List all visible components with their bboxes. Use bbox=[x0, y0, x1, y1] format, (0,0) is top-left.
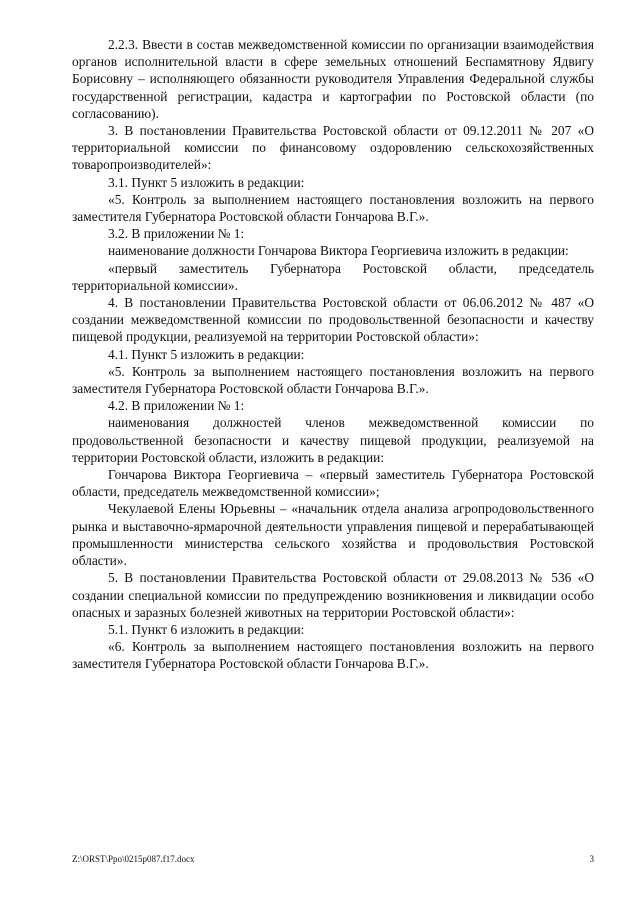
paragraph-4-1: 4.1. Пункт 5 изложить в редакции: bbox=[108, 346, 305, 362]
document-body bbox=[72, 36, 594, 673]
paragraph-3-2: 3.2. В приложении № 1: bbox=[108, 226, 245, 242]
paragraph-3-2-position: наименование должности Гончарова Виктора Георгиевича изложить в редакции: bbox=[108, 243, 569, 259]
paragraph-3: 3. В постановлении Правительства Ростовской области от 09.12.2011 № 207 «О территориальной комиссии по финансовому оздоровлению сельскохозяйственных товаропроизводителей»: bbox=[72, 123, 594, 173]
paragraph-5-1-text: «6. Контроль за выполнением настоящего постановления возложить на первого заместителя Губернатора Ростовской области Гончарова В.Г.». bbox=[72, 639, 594, 672]
paragraph-4: 4. В постановлении Правительства Ростовской области от 06.06.2012 № 487 «О создании межведомственной комиссии по продовольственной безопасности и качеству пищевой продукции, реализуемой на территории Ростовской области»: bbox=[72, 295, 594, 345]
page-number: 3 bbox=[589, 854, 594, 864]
paragraph-4-2-chekulaeva: Чекулаевой Елены Юрьевны – «начальник отдела анализа агропродовольственного рынка и выставочно-ярмарочной деятельности управления пищевой и перерабатывающей промышленности министерства сельского хозяйства и продовольствия Ростовской области». bbox=[72, 501, 594, 569]
paragraph-5-1: 5.1. Пункт 6 изложить в редакции: bbox=[108, 621, 305, 637]
paragraph-3-2-text: «первый заместитель Губернатора Ростовской области, председатель территориальной комиссии». bbox=[72, 260, 594, 293]
paragraph-4-2-goncharov: Гончарова Виктора Георгиевича – «первый заместитель Губернатора Ростовской области, председатель межведомственной комиссии»; bbox=[72, 467, 594, 500]
paragraph-3-1-text: «5. Контроль за выполнением настоящего постановления возложить на первого заместителя Губернатора Ростовской области Гончарова В.Г.». bbox=[72, 191, 594, 225]
paragraph-2-2-3: 2.2.3. Ввести в состав межведомственной комиссии по организации взаимодействия органов исполнительной власти в сфере земельных отношений Беспамятнову Ядвигу Борисовну – исполняющего обязанности руководителя Управления Федеральной службы государственной регистрации, кадастра и картографии по Ростовской области (по согласованию). bbox=[72, 37, 594, 121]
paragraph-5: 5. В постановлении Правительства Ростовской области от 29.08.2013 № 536 «О создании специальной комиссии по предупреждению возникновения и ликвидации особо опасных и заразных болезней животных на территории Ростовской области»: bbox=[72, 570, 594, 620]
paragraph-3-1: 3.1. Пункт 5 изложить в редакции: bbox=[108, 174, 305, 190]
paragraph-4-2: 4.2. В приложении № 1: bbox=[108, 398, 245, 414]
footer-file-path: Z:\ORST\Ppo\0215p087.f17.docx bbox=[72, 854, 195, 864]
paragraph-4-1-text: «5. Контроль за выполнением настоящего постановления возложить на первого заместителя Губернатора Ростовской области Гончарова В.Г.». bbox=[72, 363, 594, 397]
paragraph-4-2-positions: наименования должностей членов межведомственной комиссии по продовольственной безопасности и качеству пищевой продукции, реализуемой на территории Ростовской области, изложить в редакции: bbox=[72, 415, 594, 465]
